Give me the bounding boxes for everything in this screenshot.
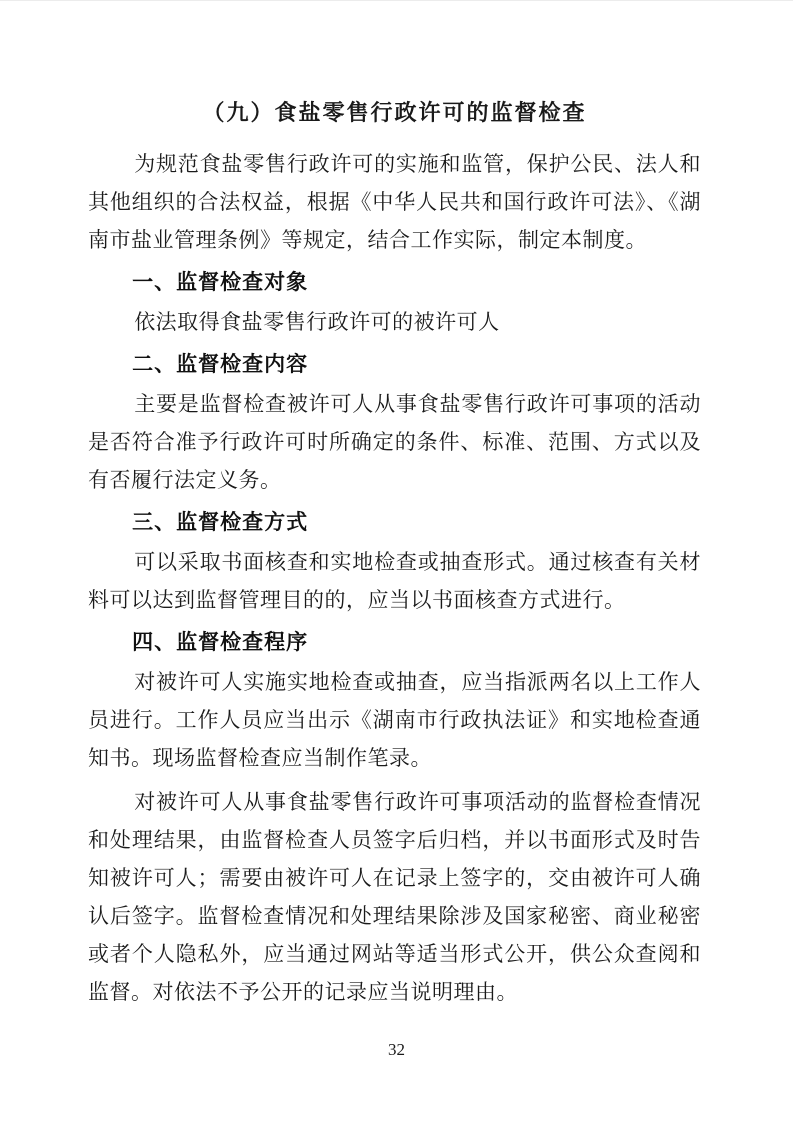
section-paragraph: 主要是监督检查被许可人从事食盐零售行政许可事项的活动是否符合准予行政许可时所确定的条件、标准、范围、方式以及有否履行法定义务。 bbox=[88, 392, 701, 492]
section-heading-inspection-content: 二、监督检查内容 bbox=[132, 353, 309, 376]
section-heading-inspection-target: 一、监督检查对象 bbox=[132, 271, 309, 294]
section-paragraph: 对被许可人实施实地检查或抽查，应当指派两名以上工作人员进行。工作人员应当出示《湖南市行政执法证》和实地检查通知书。现场监督检查应当制作笔录。 bbox=[88, 670, 701, 770]
page-number: 32 bbox=[388, 1040, 405, 1059]
section-paragraph: 对被许可人从事食盐零售行政许可事项活动的监督检查情况和处理结果，由监督检查人员签字后归档，并以书面形式及时告知被许可人；需要由被许可人在记录上签字的，交由被许可人确认后签字。监督检查情况和处理结果除涉及国家秘密、商业秘密或者个人隐私外，应当通过网站等适当形式公开，供公众查阅和监督。对依法不予公开的记录应当说明理由。 bbox=[88, 790, 701, 1004]
section-paragraph: 可以采取书面核查和实地检查或抽查形式。通过核查有关材料可以达到监督管理目的的，应当以书面核查方式进行。 bbox=[88, 550, 701, 612]
section-heading-inspection-method: 三、监督检查方式 bbox=[132, 511, 309, 534]
intro-paragraph: 为规范食盐零售行政许可的实施和监管，保护公民、法人和其他组织的合法权益，根据《中华人民共和国行政许可法》、《湖南市盐业管理条例》等规定，结合工作实际，制定本制度。 bbox=[88, 152, 701, 252]
document-title: （九）食盐零售行政许可的监督检查 bbox=[202, 100, 587, 125]
section-heading-inspection-procedure: 四、监督检查程序 bbox=[132, 631, 309, 654]
section-paragraph: 依法取得食盐零售行政许可的被许可人 bbox=[134, 310, 500, 334]
